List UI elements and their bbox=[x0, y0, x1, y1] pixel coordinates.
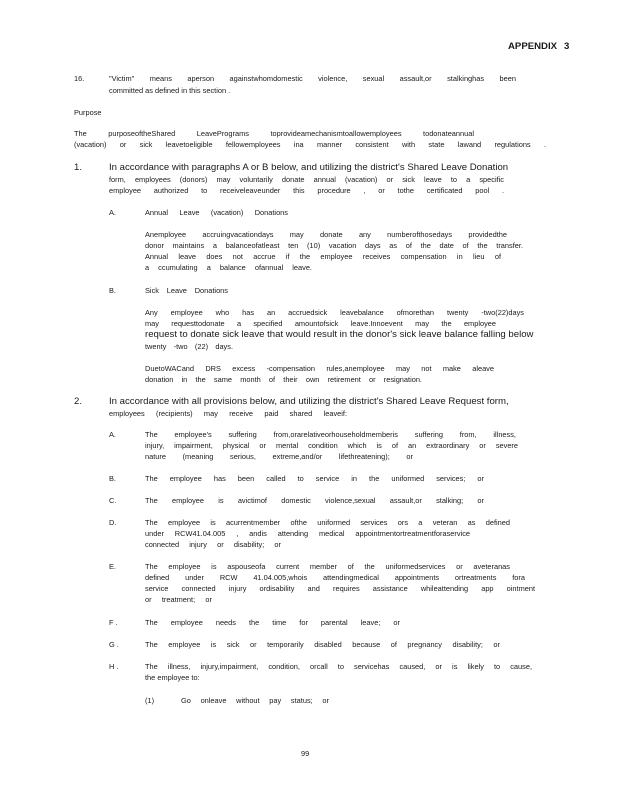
section-2-e-line-4: or treatment; or bbox=[145, 595, 212, 604]
section-1-a-label: A. bbox=[109, 208, 116, 217]
section-2-e-line-3: service connected injury ordisability and requires assistance whileattending app ointment bbox=[145, 584, 535, 593]
section-2-c-label: C. bbox=[109, 496, 117, 505]
section-1-b-line-5: DuetoWACand DRS excess -compensation rules,anemployee may not make aleave bbox=[145, 364, 494, 373]
section-2-e-label: E. bbox=[109, 562, 116, 571]
appendix-number: 3 bbox=[564, 41, 570, 52]
section-2-a-label: A. bbox=[109, 430, 116, 439]
section-1-a-line-3: Annual leave does not accrue if the employee receives compensation in lieu of bbox=[145, 252, 501, 261]
section-1-a-title: Annual Leave (vacation) Donations bbox=[145, 208, 288, 217]
section-1-b-title: Sick Leave Donations bbox=[145, 286, 228, 295]
section-2-c-line-1: The employee is avictimof domestic violence,sexual assault,or stalking; or bbox=[145, 496, 484, 505]
section-2-f-line-1: The employee needs the time for parental leave; or bbox=[145, 618, 400, 627]
item-16-line-1: "Victim" means aperson againstwhomdomestic violence, sexual assault,or stalkinghas been bbox=[109, 74, 516, 83]
section-2-line-2: employees (recipients) may receive paid shared leaveif: bbox=[109, 409, 347, 418]
section-2-e-line-1: The employee is aspouseofa current member of the uniformedservices or aveteranas bbox=[145, 562, 510, 571]
purpose-line-1: The purposeoftheShared LeavePrograms toprovideamechanismtoallowemployees todonateannual bbox=[74, 129, 474, 138]
section-2-a-line-1: The employee's suffering from,orarelativeorhouseholdmemberis suffering from, illness, bbox=[145, 430, 516, 439]
section-2-h-line-2: the employee to: bbox=[145, 673, 200, 682]
section-1-line-3: employee authorized to receiveleaveunder this procedure , or tothe certificated pool . bbox=[109, 186, 504, 195]
section-2-h-sub-1-text: Go onleave without pay status; or bbox=[181, 696, 329, 705]
section-1-a-line-1: Anemployee accruingvacationdays may donate any numberofthosedays providedthe bbox=[145, 230, 507, 239]
section-2-d-line-3: connected injury or disability; or bbox=[145, 540, 281, 549]
page-number: 99 bbox=[301, 749, 310, 758]
section-2-h-label: H . bbox=[109, 662, 119, 671]
appendix-label: APPENDIX bbox=[508, 41, 558, 52]
purpose-heading: Purpose bbox=[74, 108, 102, 117]
item-16-line-2: committed as defined in this section . bbox=[109, 86, 231, 95]
section-1-b-line-1: Any employee who has an accruedsick leavebalance ofmorethan twenty -two(22)days bbox=[145, 308, 524, 317]
purpose-line-2: (vacation) or sick leavetoeligible fellowemployees ina manner consistent with state lawand regulations . bbox=[74, 140, 546, 149]
section-1-a-line-2: donor maintains a balanceofatleast ten (10) vacation days as of the date of the transfer. bbox=[145, 241, 523, 250]
section-2-d-label: D. bbox=[109, 518, 117, 527]
section-2-g-label: G . bbox=[109, 640, 119, 649]
section-2-number: 2. bbox=[74, 396, 83, 407]
section-1-line-2: form, employees (donors) may voluntarily donate annual (vacation) or sick leave to a specific bbox=[109, 175, 504, 184]
section-2-d-line-2: under RCW41.04.005 , andis attending medical appointmentortreatmentforaservice bbox=[145, 529, 470, 538]
section-2-a-line-3: nature (meaning serious, extreme,and/or lifethreatening); or bbox=[145, 452, 413, 461]
section-2-line-1: In accordance with all provisions below, and utilizing the district's Shared Leave Request form, bbox=[109, 396, 509, 407]
section-2-h-line-1: The illness, injury,impairment, condition, orcall to servicehas caused, or is likely to cause, bbox=[145, 662, 532, 671]
section-1-number: 1. bbox=[74, 162, 83, 173]
section-2-d-line-1: The employee is acurrentmember ofthe uniformed services ors a veteran as defined bbox=[145, 518, 510, 527]
section-2-g-line-1: The employee is sick or temporarily disabled because of pregnancy disability; or bbox=[145, 640, 500, 649]
section-1-b-line-6: donation in the same month of their own retirement or resignation. bbox=[145, 375, 422, 384]
section-2-b-label: B. bbox=[109, 474, 116, 483]
section-1-line-1: In accordance with paragraphs A or B below, and utilizing the district's Shared Leave Donation bbox=[109, 162, 509, 173]
item-16-number: 16. bbox=[74, 74, 85, 83]
section-1-b-label: B. bbox=[109, 286, 116, 295]
section-2-f-label: F . bbox=[109, 618, 118, 627]
section-1-b-line-4: twenty -two (22) days. bbox=[145, 342, 233, 351]
section-1-b-line-2: may requesttodonate a specified amountofsick leave.Innoevent may the employee bbox=[145, 319, 496, 328]
section-1-a-line-4: a ccumulating a balance ofannual leave. bbox=[145, 263, 312, 272]
section-2-a-line-2: injury, impairment, physical or mental condition which is of an extraordinary or severe bbox=[145, 441, 518, 450]
section-2-e-line-2: defined under RCW 41.04.005,whois attendingmedical appointments ortreatments fora bbox=[145, 573, 525, 582]
section-2-b-line-1: The employee has been called to service in the uniformed services; or bbox=[145, 474, 484, 483]
section-1-b-line-3: request to donate sick leave that would result in the donor's sick leave balance falling below bbox=[145, 329, 534, 340]
section-2-h-sub-1-label: (1) bbox=[145, 696, 155, 705]
